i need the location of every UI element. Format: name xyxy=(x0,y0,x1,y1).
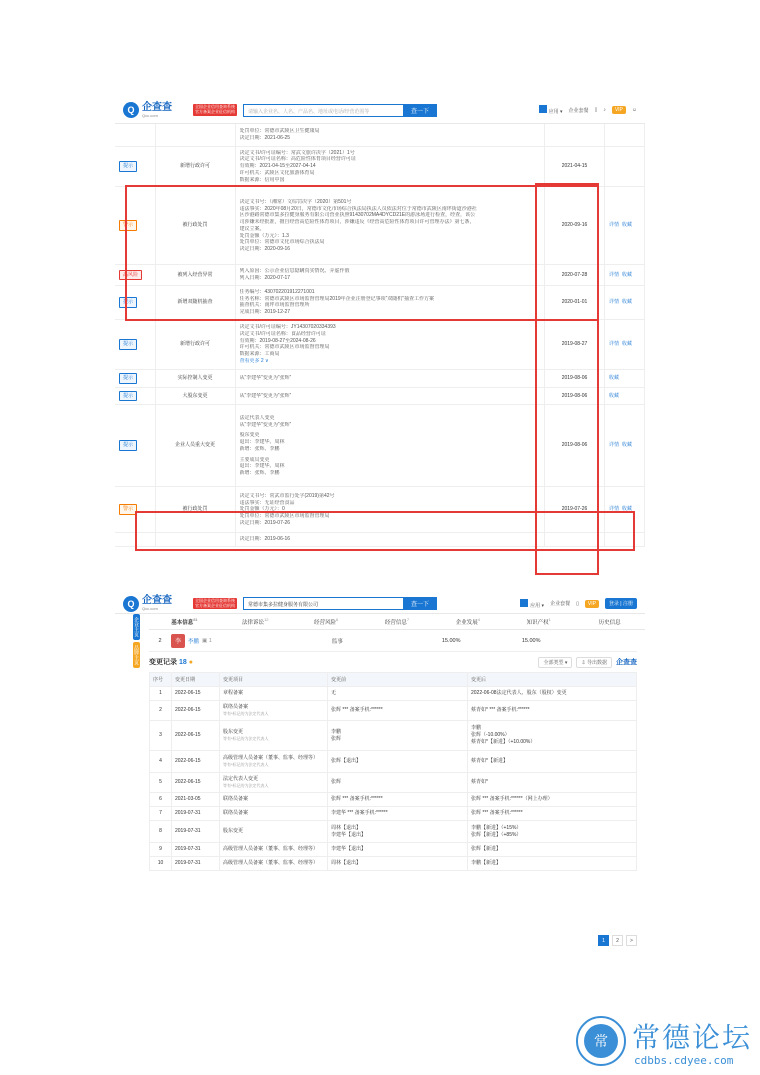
change-item-label: 联络员备案 xyxy=(223,796,249,803)
forum-watermark xyxy=(574,1012,754,1072)
official-badge-2: 全国企业信用查询系统 官方备案企业征信机构 xyxy=(195,597,235,608)
risk-detail xyxy=(235,146,545,187)
type-filter-label: 全部类型 xyxy=(543,659,564,666)
change-after: 张辉 *** 备案手机:****** xyxy=(468,807,637,821)
detail-line: 决定日期：2019-06-16 xyxy=(239,536,291,543)
risk-date xyxy=(545,124,605,146)
vip-badge-2[interactable]: VIP xyxy=(585,600,599,608)
risk-level-cell xyxy=(115,187,155,265)
table-row xyxy=(150,773,637,793)
qcc-logo-2[interactable] xyxy=(123,596,193,612)
change-date: 2019-07-31 xyxy=(172,821,220,843)
risk-level-cell xyxy=(115,487,155,533)
change-date: 2019-07-31 xyxy=(172,857,220,871)
favorite-link[interactable]: 收藏 xyxy=(609,392,620,399)
change-after: 李鹏【新进】（+15%） 张辉【新进】（+85%） xyxy=(468,821,637,843)
qcc-logo-icon: Q xyxy=(123,102,139,118)
detail-line: 处罚单位：常德市文化市场综合执法局 xyxy=(239,239,325,246)
change-date: 2019-07-31 xyxy=(172,843,220,857)
change-item xyxy=(220,793,328,807)
risk-detail xyxy=(235,265,545,286)
risk-type xyxy=(155,533,235,547)
apps-label: 应用 xyxy=(548,109,559,115)
change-before: 张辉【退出】 xyxy=(328,751,468,773)
nav-tab[interactable] xyxy=(291,617,362,626)
change-after: 蔡青如* *** 备案手机:****** xyxy=(468,701,637,721)
risk-type: 实际控制人变更 xyxy=(155,369,235,387)
nav-tab[interactable] xyxy=(149,617,220,626)
change-date: 2022-06-15 xyxy=(172,701,220,721)
risk-ops xyxy=(605,285,645,319)
risk-row xyxy=(115,187,645,265)
change-after: 张辉 *** 备案手机:******（网上办理） xyxy=(468,793,637,807)
detail-line: 法定代表人变更 xyxy=(239,414,275,421)
change-before: 张辉 *** 备案手机:****** xyxy=(328,793,468,807)
page-button[interactable]: 2 xyxy=(612,935,623,946)
avatar: 李 xyxy=(171,634,185,648)
change-item-note: 等有*标记的为法定代表人 xyxy=(223,762,269,768)
apps-label-2: 应用 xyxy=(530,602,541,609)
watermark-url: cdbbs.cdyee.com xyxy=(634,1054,734,1067)
avatar-icon[interactable]: ☺ xyxy=(631,107,637,113)
change-before: 周林【退出】 李建华【退出】 xyxy=(328,821,468,843)
change-item-label: 高级管理人员备案（董事、监事、经理等） xyxy=(223,860,319,867)
change-item-note: 等有*标记的为法定代表人 xyxy=(223,783,269,789)
show-more-link[interactable]: 查看更多 2 ∨ xyxy=(239,357,269,364)
risk-ops xyxy=(605,146,645,187)
detail-line: 决定文书/许可证编号：常武文旅许决字（2021）1号 xyxy=(239,149,355,156)
risk-detail xyxy=(235,387,545,405)
detail-line: 许可机关：常德市武陵区市场监督管理局 xyxy=(239,344,330,351)
risk-ops xyxy=(605,319,645,369)
change-item-label: 高级管理人员备案（董事、监事、经理等） xyxy=(223,846,319,853)
risk-type: 新增双随机抽查 xyxy=(155,285,235,319)
favorite-link[interactable]: 收藏 xyxy=(622,271,633,278)
change-item-label: 高级管理人员备案（董事、监事、经理等） xyxy=(223,755,319,762)
risk-row xyxy=(115,405,645,487)
detail-line: 区沙港路常德市集多拉健身服务有限公司营业执照91430702MA4DYCD21E的游泳场进行检查，经查，该公 xyxy=(239,212,476,219)
vip-badge[interactable]: VIP xyxy=(612,106,626,114)
detail-line: 从“李建华”变更为“张辉” xyxy=(239,421,292,428)
change-before: 无 xyxy=(328,687,468,701)
change-after: 2022-06-08法定代表人、股东（股权）变更 xyxy=(468,687,637,701)
risk-detail xyxy=(235,285,545,319)
favorite-link[interactable]: 收藏 xyxy=(609,374,620,381)
nav-tab-label: 历史信息 xyxy=(598,619,621,626)
detail-line: 违法事实：2020年08月20日，常德市文化市场综合执法局执法人员依法对位于常德市武陵区南坪街道沙港社 xyxy=(239,205,477,212)
type-filter[interactable]: 全部类型 ▾ xyxy=(538,657,572,668)
risk-ops xyxy=(605,187,645,265)
risk-date: 2020-07-28 xyxy=(545,265,605,286)
risk-detail xyxy=(235,533,545,547)
detail-line: 退出：李建华、周林 xyxy=(239,439,285,445)
detail-line: 决定文书/许可证名称：食品经营许可证 xyxy=(239,330,326,337)
detail-line: 从“李建华”变更为“张辉” xyxy=(239,392,292,399)
change-item-label: 股东变更 xyxy=(223,828,244,835)
brand-sub-2: Qcc.com xyxy=(142,606,158,611)
change-item-note: 等有*标记的为法定代表人 xyxy=(223,711,269,717)
phone-icon[interactable]: ▯ xyxy=(594,107,598,113)
detail-line: 退出：李建华、周林 xyxy=(239,463,285,470)
row-number: 10 xyxy=(150,857,172,871)
nav-tab[interactable] xyxy=(432,617,503,626)
risk-level-cell xyxy=(115,146,155,187)
nav-tab[interactable] xyxy=(220,617,291,626)
top-bar-2 xyxy=(115,594,645,614)
risk-type: 大股东变更 xyxy=(155,387,235,405)
login-button[interactable]: 登录 | 注册 xyxy=(605,598,637,609)
risk-ops xyxy=(605,369,645,387)
official-badge: 全国企业信用查询系统 官方备案企业征信机构 xyxy=(195,104,235,114)
change-date: 2022-06-15 xyxy=(172,687,220,701)
shareholder-role: 监事 xyxy=(331,638,343,645)
detail-line: 列入原因：公示企业信息隐瞒真实情况、弄虚作假 xyxy=(239,268,350,275)
risk-ops xyxy=(605,387,645,405)
risk-type: 被列入经营异常 xyxy=(155,265,235,286)
shareholder-name[interactable]: 李鹏 xyxy=(188,638,200,645)
favorite-link[interactable]: 收藏 xyxy=(622,442,633,449)
detail-line: 许可机关：武陵区文化旅游体育局 xyxy=(239,169,315,176)
qcc-logo[interactable] xyxy=(123,102,193,118)
top-bar xyxy=(115,97,645,124)
change-item xyxy=(220,721,328,751)
change-table xyxy=(149,672,637,871)
detail-line: 处罚金额（万元）：0 xyxy=(239,506,285,513)
change-item xyxy=(220,687,328,701)
change-item-label: 章程备案 xyxy=(223,690,244,697)
watermark-title: 常德论坛 xyxy=(632,1021,753,1054)
table-row xyxy=(150,793,637,807)
row-number: 7 xyxy=(150,807,172,821)
page-button[interactable]: 1 xyxy=(598,935,609,946)
risk-row xyxy=(115,265,645,286)
tag-count: 1 xyxy=(208,637,212,644)
risk-type: 新增行政许可 xyxy=(155,146,235,187)
table-row xyxy=(150,843,637,857)
row-number: 8 xyxy=(150,821,172,843)
bell-icon[interactable]: ♪ xyxy=(603,107,606,113)
row-number: 3 xyxy=(150,721,172,751)
change-before: 张辉 *** 备案手机:****** xyxy=(328,701,468,721)
risk-level-tag: 提示 xyxy=(119,297,137,308)
side-tab-brand[interactable]: 品牌主页 xyxy=(133,642,140,668)
risk-row xyxy=(115,146,645,187)
nav-tab-label: 经营信息 xyxy=(384,619,407,626)
grid-icon-2 xyxy=(520,599,528,607)
change-item-label: 联络员备案 xyxy=(223,810,249,817)
change-date: 2021-03-05 xyxy=(172,793,220,807)
change-before: 李鹏 张辉 xyxy=(328,721,468,751)
change-before: 张辉 xyxy=(328,773,468,793)
search-button-2[interactable]: 查一下 xyxy=(403,597,437,610)
favorite-link[interactable]: 收藏 xyxy=(622,222,633,229)
risk-detail xyxy=(235,319,545,369)
nav-tab-label: 基本信息 xyxy=(171,619,194,626)
column-header: 序号 xyxy=(150,673,172,687)
risk-detail xyxy=(235,187,545,265)
apps-menu-2[interactable]: 应用 ▾ xyxy=(520,599,544,609)
risk-row xyxy=(115,124,645,146)
shareholder-row xyxy=(149,630,637,652)
favorite-link[interactable]: 收藏 xyxy=(622,298,633,305)
change-item xyxy=(220,821,328,843)
risk-row xyxy=(115,319,645,369)
detail-line: 从“李建华”变更为“张辉” xyxy=(239,374,292,381)
risk-table xyxy=(115,124,645,547)
risk-date: 2020-09-16 xyxy=(545,187,605,265)
risk-level-tag: 提示 xyxy=(119,373,137,384)
detail-line: 决定文书/许可证名称：高危险性体育项目经营许可证 xyxy=(239,156,356,163)
company-nav xyxy=(149,614,645,630)
change-after: 李鹏 张辉（-10.00%） 蔡青如*【新进】（+10.00%） xyxy=(468,721,637,751)
risk-row xyxy=(115,487,645,533)
side-tab-company[interactable]: 企业主页 xyxy=(133,614,140,640)
risk-level-tag: 提示 xyxy=(119,339,137,350)
risk-level-tag: 提示 xyxy=(119,440,137,451)
change-date: 2022-06-15 xyxy=(172,751,220,773)
risk-type: 新增行政许可 xyxy=(155,319,235,369)
nav-tab-label: 法律诉讼 xyxy=(242,619,265,626)
risk-date xyxy=(545,533,605,547)
detail-line: 决定文书号：常武市监行处字(2019)第42号 xyxy=(239,492,335,499)
risk-ops xyxy=(605,405,645,487)
risk-level-cell xyxy=(115,369,155,387)
export-button[interactable]: ⇩ 导出数据 xyxy=(576,657,612,668)
change-item-note: 等有*标记的为法定代表人 xyxy=(223,736,269,742)
row-number: 5 xyxy=(150,773,172,793)
risk-row xyxy=(115,387,645,405)
detail-line: 股东变更 xyxy=(239,432,260,439)
section-title: 变更记录 xyxy=(149,659,177,666)
detail-line: 决定日期：2019-07-26 xyxy=(239,519,291,526)
risk-level-tag: 提示 xyxy=(119,161,137,172)
detail-line: 建议立案。 xyxy=(239,225,265,232)
detail-link[interactable]: 详情 xyxy=(609,340,620,347)
detail-line: 新增：张辉、李鹏 xyxy=(239,445,280,452)
risk-level-tag: 警示 xyxy=(119,220,137,231)
row-number: 9 xyxy=(150,843,172,857)
row-number: 2 xyxy=(150,701,172,721)
change-item-label: 法定代表人变更 xyxy=(223,776,259,783)
risk-date: 2020-01-01 xyxy=(545,285,605,319)
nav-tab-label: 经营风险 xyxy=(314,619,337,626)
shareholder-ratio-2: 15.00% xyxy=(521,637,541,644)
nav-tab-count: 81 xyxy=(193,617,198,623)
detail-line: 完成日期：2019-12-27 xyxy=(239,309,291,315)
table-row xyxy=(150,821,637,843)
risk-detail xyxy=(235,124,545,146)
detail-link[interactable]: 详情 xyxy=(609,271,620,278)
shareholder-ratio: 15.00% xyxy=(441,637,461,644)
detail-line: 任务名称：常德市武陵区市场监督管理局2019年企业注册登记事项“双随机”抽查工作方案 xyxy=(239,295,434,302)
table-row xyxy=(150,701,637,721)
risk-level-cell xyxy=(115,265,155,286)
detail-line: 有效期：2021-04-15至2027-04-14 xyxy=(239,163,316,169)
change-after: 李鹏【新进】 xyxy=(468,857,637,871)
change-item xyxy=(220,751,328,773)
change-item-label: 股东变更 xyxy=(223,729,244,736)
table-row xyxy=(150,751,637,773)
risk-ops xyxy=(605,487,645,533)
search-input-2[interactable]: 常德市集多拉健身服务有限公司 xyxy=(243,597,403,610)
detail-line: 数据来源：工商局 xyxy=(239,351,280,357)
section-count: 18 xyxy=(179,658,187,666)
risk-detail xyxy=(235,487,545,533)
nav-tab-count: 7 xyxy=(406,617,410,623)
column-header: 变更日期 xyxy=(172,673,220,687)
change-after: 蔡青如*【新进】 xyxy=(468,751,637,773)
risk-scan-screenshot xyxy=(115,97,645,580)
brand-sub: Qcc.com xyxy=(142,112,158,118)
risk-date: 2019-08-06 xyxy=(545,405,605,487)
detail-line: 列入日期：2020-07-17 xyxy=(239,275,291,281)
shareholder-tag: ▣ 1 xyxy=(202,637,212,644)
change-date: 2022-06-15 xyxy=(172,773,220,793)
change-after: 张辉【新进】 xyxy=(468,843,637,857)
risk-level-cell xyxy=(115,387,155,405)
search-input[interactable]: 请输入企业名、人名、产品名、地址或电话/经营范围等 xyxy=(243,104,403,117)
nav-tab[interactable] xyxy=(503,617,574,626)
risk-row xyxy=(115,369,645,387)
column-header: 变更后 xyxy=(468,673,637,687)
detail-line: 决定文书/许可证编号：JY14307020334393 xyxy=(239,324,336,330)
risk-type: 被行政处罚 xyxy=(155,187,235,265)
table-row xyxy=(150,807,637,821)
detail-link[interactable]: 详情 xyxy=(609,506,620,513)
qcc-brand-mark: 企查查 xyxy=(616,659,637,666)
risk-date: 2019-08-27 xyxy=(545,319,605,369)
column-header: 变更项目 xyxy=(220,673,328,687)
risk-type: 被行政处罚 xyxy=(155,487,235,533)
favorite-link[interactable]: 收藏 xyxy=(622,340,633,347)
change-item xyxy=(220,843,328,857)
detail-line: 有效期：2019-08-27至2024-08-26 xyxy=(239,337,316,344)
seal-text: 常 xyxy=(584,1024,618,1058)
risk-detail xyxy=(235,405,545,487)
change-date: 2022-06-15 xyxy=(172,721,220,751)
table-row xyxy=(150,687,637,701)
change-date: 2019-07-31 xyxy=(172,807,220,821)
change-item xyxy=(220,701,328,721)
detail-line: 处罚金额（万元）：1.3 xyxy=(239,232,289,239)
detail-line: 违法事实：无证经营食品 xyxy=(239,499,295,506)
risk-level-cell xyxy=(115,285,155,319)
nav-tab[interactable] xyxy=(362,617,433,626)
risk-level-cell xyxy=(115,533,155,547)
brand-name: 企查查 xyxy=(142,101,172,113)
detail-line: 决定文书号：（湘常）文综罚决字（2020）第501号 xyxy=(239,198,352,205)
change-before: 周林【退出】 xyxy=(328,857,468,871)
detail-line: 处罚单位：常德市武陵区卫生健康局 xyxy=(239,128,320,134)
table-row xyxy=(150,721,637,751)
change-item xyxy=(220,807,328,821)
risk-row xyxy=(115,285,645,319)
nav-tab-count: 12 xyxy=(264,617,269,623)
nav-tab-label: 企业发展 xyxy=(455,619,478,626)
risk-type: 企业人员重大变更 xyxy=(155,405,235,487)
detail-link[interactable]: 详情 xyxy=(609,222,620,229)
info-icon: ● xyxy=(188,658,194,666)
pagination xyxy=(598,935,637,946)
row-number: 1 xyxy=(150,687,172,701)
detail-line: 决定日期：2021-06-25 xyxy=(239,134,291,141)
detail-line: 司涉嫌未经批准，擅自经营高危险性体育项目，涉嫌违反《经营高危险性体育项目许可管理办法》第七条， xyxy=(239,219,475,225)
detail-line: 任务编号：430702201912271001 xyxy=(239,288,315,295)
change-record-header xyxy=(149,652,637,672)
risk-type xyxy=(155,124,235,146)
phone-icon-2[interactable]: ▯ xyxy=(576,600,579,607)
row-number: 6 xyxy=(150,793,172,807)
forum-seal-icon xyxy=(576,1016,626,1066)
risk-level-cell xyxy=(115,124,155,146)
detail-line: 决定日期：2020-09-16 xyxy=(239,246,291,252)
row-index: 2 xyxy=(158,637,162,644)
risk-level-tag: 高风险 xyxy=(119,270,142,281)
apps-menu[interactable]: 应用 ▾ xyxy=(539,105,563,115)
change-item xyxy=(220,773,328,793)
risk-date: 2019-07-26 xyxy=(545,487,605,533)
risk-row xyxy=(115,533,645,547)
risk-level-tag: 警示 xyxy=(119,504,137,515)
detail-line: 数据来源：信用中国 xyxy=(239,176,285,183)
change-after: 蔡青如* xyxy=(468,773,637,793)
detail-line: 处罚单位：常德市武陵区市场监督管理局 xyxy=(239,513,330,520)
risk-ops xyxy=(605,533,645,547)
search-button[interactable]: 查一下 xyxy=(403,104,437,117)
change-item-label: 联络员备案 xyxy=(223,704,249,711)
change-item xyxy=(220,857,328,871)
table-row xyxy=(150,857,637,871)
change-record-screenshot xyxy=(115,594,645,960)
risk-date: 2019-08-06 xyxy=(545,369,605,387)
risk-level-cell xyxy=(115,405,155,487)
risk-date: 2019-08-06 xyxy=(545,387,605,405)
detail-line: 主要成员变更 xyxy=(239,456,270,463)
row-number: 4 xyxy=(150,751,172,773)
enterprise-menu[interactable]: 企业套餐 xyxy=(568,107,589,114)
nav-tab-count: 1 xyxy=(548,617,551,623)
brand-name-2: 企查查 xyxy=(142,595,172,606)
nav-tab-count: 6 xyxy=(336,617,339,623)
nav-tab-label: 知识产权 xyxy=(526,619,549,626)
change-before: 李建华 *** 备案手机:****** xyxy=(328,807,468,821)
qcc-logo-icon-2: Q xyxy=(123,596,139,612)
risk-ops xyxy=(605,124,645,146)
detail-link[interactable]: 详情 xyxy=(609,442,620,449)
favorite-link[interactable]: 收藏 xyxy=(622,506,633,513)
risk-level-cell xyxy=(115,319,155,369)
risk-detail xyxy=(235,369,545,387)
detail-link[interactable]: 详情 xyxy=(609,298,620,305)
enterprise-menu-2[interactable]: 企业套餐 xyxy=(550,601,571,607)
side-tabs xyxy=(133,614,147,670)
column-header: 变更前 xyxy=(328,673,468,687)
detail-line: 抽查机关：南坪市场监督管理所 xyxy=(239,302,310,309)
nav-tab[interactable] xyxy=(574,617,645,626)
risk-ops xyxy=(605,265,645,286)
next-page-button[interactable]: > xyxy=(626,935,637,946)
detail-line: 新增：张辉、李鹏 xyxy=(239,470,280,476)
nav-tab-count: 4 xyxy=(477,617,480,623)
grid-icon xyxy=(539,105,547,113)
change-before: 李建华【退出】 xyxy=(328,843,468,857)
risk-date: 2021-04-15 xyxy=(545,146,605,187)
risk-level-tag: 提示 xyxy=(119,391,137,402)
export-label: 导出数据 xyxy=(586,659,607,666)
